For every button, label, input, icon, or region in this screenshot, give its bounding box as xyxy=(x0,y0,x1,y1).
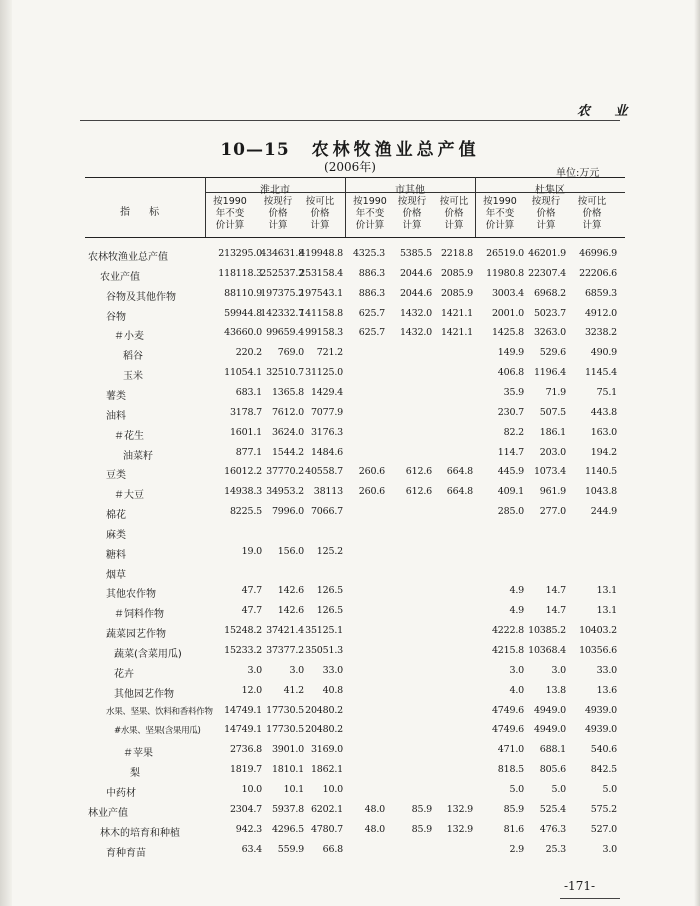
table-cell: 5937.8 xyxy=(271,804,304,815)
table-cell: 20480.2 xyxy=(305,705,343,716)
indicator-header: 指 标 xyxy=(120,207,168,218)
table-cell: 10368.4 xyxy=(528,645,566,656)
table-cell: 132.9 xyxy=(446,824,473,835)
table-cell: 114.7 xyxy=(497,447,524,458)
table-cell: 3.0 xyxy=(289,665,304,676)
table-cell: 163.0 xyxy=(590,427,617,438)
table-cell: 507.5 xyxy=(539,407,566,418)
table-cell: 260.6 xyxy=(358,486,385,497)
row-label: 谷物 xyxy=(106,312,126,323)
table-cell: 471.0 xyxy=(497,744,524,755)
table-cell: 63.4 xyxy=(241,844,262,855)
table-cell: 48.0 xyxy=(364,824,385,835)
table-cell: 2085.9 xyxy=(440,268,473,279)
table-cell: 14749.1 xyxy=(224,705,262,716)
table-row xyxy=(0,824,700,840)
table-cell: 3.0 xyxy=(551,665,566,676)
table-cell: 3901.0 xyxy=(271,744,304,755)
table-cell: 47.7 xyxy=(241,585,262,596)
table-cell: 1196.4 xyxy=(533,367,566,378)
table-cell: 434631.8 xyxy=(260,248,304,259)
row-label: 蔬菜园艺作物 xyxy=(106,629,166,640)
table-cell: 4949.0 xyxy=(533,705,566,716)
table-cell: 48.0 xyxy=(364,804,385,815)
table-cell: 842.5 xyxy=(590,764,617,775)
table-cell: 142332.7 xyxy=(260,308,304,319)
table-cell: 47.7 xyxy=(241,605,262,616)
table-row xyxy=(0,724,700,740)
table-cell: 942.3 xyxy=(235,824,262,835)
table-cell: 3169.0 xyxy=(310,744,343,755)
table-cell: 3624.0 xyxy=(271,427,304,438)
row-label: 油料 xyxy=(106,411,126,422)
column-subheader: 按现行 价格 计算 xyxy=(397,196,427,231)
table-cell: 85.9 xyxy=(411,804,432,815)
table-cell: 1432.0 xyxy=(399,308,432,319)
row-label: 水果、坚果、饮料和香料作物 xyxy=(106,707,213,717)
table-cell: 1425.8 xyxy=(491,327,524,338)
table-cell: 46996.9 xyxy=(579,248,617,259)
table-cell: 445.9 xyxy=(497,466,524,477)
column-subheader: 按1990 年不变 价计算 xyxy=(483,196,517,231)
table-row xyxy=(0,705,700,721)
row-label: 麻类 xyxy=(106,530,126,541)
table-row xyxy=(0,387,700,403)
table-cell: 220.2 xyxy=(235,347,262,358)
row-label: 林木的培育和种植 xyxy=(100,828,180,839)
row-label: 棉花 xyxy=(106,510,126,521)
table-cell: 664.8 xyxy=(446,466,473,477)
table-cell: 4296.5 xyxy=(271,824,304,835)
table-cell: 285.0 xyxy=(497,506,524,517)
table-cell: 886.3 xyxy=(358,268,385,279)
column-subheader: 按可比 价格 计算 xyxy=(439,196,469,231)
table-cell: 540.6 xyxy=(590,744,617,755)
table-cell: 4780.7 xyxy=(310,824,343,835)
table-cell: 197375.2 xyxy=(260,288,304,299)
header-bottom-rule xyxy=(85,237,625,238)
table-cell: 3263.0 xyxy=(533,327,566,338)
table-cell: 443.8 xyxy=(590,407,617,418)
table-cell: 37421.4 xyxy=(266,625,304,636)
table-cell: 82.2 xyxy=(503,427,524,438)
table-cell: 125.2 xyxy=(316,546,343,557)
table-cell: 683.1 xyxy=(235,387,262,398)
column-subheader: 按1990 年不变 价计算 xyxy=(213,196,247,231)
table-cell: 7996.0 xyxy=(271,506,304,517)
table-cell: 688.1 xyxy=(539,744,566,755)
table-cell: 14938.3 xyxy=(224,486,262,497)
table-cell: 260.6 xyxy=(358,466,385,477)
table-row xyxy=(0,427,700,443)
page-title xyxy=(0,135,700,160)
table-cell: 4325.3 xyxy=(352,248,385,259)
table-cell: 37770.2 xyxy=(266,466,304,477)
table-row xyxy=(0,367,700,383)
table-cell: 4939.0 xyxy=(584,724,617,735)
table-cell: 197543.1 xyxy=(299,288,343,299)
table-row xyxy=(0,506,700,522)
table-row xyxy=(0,744,700,760)
table-cell: 5.0 xyxy=(509,784,524,795)
table-cell: 527.0 xyxy=(590,824,617,835)
table-cell: 132.9 xyxy=(446,804,473,815)
table-cell: 3003.4 xyxy=(491,288,524,299)
unit-label: 单位:万元 xyxy=(556,168,600,179)
group-header-huaibei: 淮北市 xyxy=(260,185,290,196)
column-subheader: 按1990 年不变 价计算 xyxy=(353,196,387,231)
table-cell: 1544.2 xyxy=(271,447,304,458)
table-year: (2006年) xyxy=(324,160,376,174)
table-cell: 406.8 xyxy=(497,367,524,378)
table-row xyxy=(0,645,700,661)
row-label: 谷物及其他作物 xyxy=(106,292,176,303)
row-label: 豆类 xyxy=(106,470,126,481)
row-label: 育种育苗 xyxy=(106,848,146,859)
row-label: 油菜籽 xyxy=(123,451,153,462)
table-cell: 277.0 xyxy=(539,506,566,517)
table-row xyxy=(0,248,700,264)
table-cell: 149.9 xyxy=(497,347,524,358)
row-label: 糖料 xyxy=(106,550,126,561)
table-cell: 16012.2 xyxy=(224,466,262,477)
table-row xyxy=(0,784,700,800)
page-rule xyxy=(560,898,620,899)
table-cell: 81.6 xyxy=(503,824,524,835)
table-cell: 41.2 xyxy=(283,685,304,696)
row-label: 梨 xyxy=(130,768,140,779)
table-cell: 1043.8 xyxy=(584,486,617,497)
table-cell: 10.0 xyxy=(322,784,343,795)
group-header-duji: 杜集区 xyxy=(535,185,565,196)
table-cell: 186.1 xyxy=(539,427,566,438)
row-label: 蔬菜(含菜用瓜) xyxy=(114,649,182,660)
table-cell: 7077.9 xyxy=(310,407,343,418)
table-cell: 99659.4 xyxy=(266,327,304,338)
table-cell: 2044.6 xyxy=(399,288,432,299)
table-row xyxy=(0,585,700,601)
table-cell: 886.3 xyxy=(358,288,385,299)
row-label: 花卉 xyxy=(114,669,134,680)
table-cell: 66.8 xyxy=(322,844,343,855)
table-cell: 2001.0 xyxy=(491,308,524,319)
row-label: 烟草 xyxy=(106,570,126,581)
table-cell: 75.1 xyxy=(596,387,617,398)
table-cell: 612.6 xyxy=(405,466,432,477)
row-label: ＃苹果 xyxy=(123,748,153,759)
table-cell: 13.1 xyxy=(596,605,617,616)
table-cell: 12.0 xyxy=(241,685,262,696)
table-cell: 1819.7 xyxy=(229,764,262,775)
table-cell: 8225.5 xyxy=(229,506,262,517)
table-cell: 15248.2 xyxy=(224,625,262,636)
table-cell: 818.5 xyxy=(497,764,524,775)
table-cell: 19.0 xyxy=(241,546,262,557)
table-row xyxy=(0,605,700,621)
table-cell: 118118.3 xyxy=(218,268,262,279)
table-cell: 25.3 xyxy=(545,844,566,855)
table-cell: 46201.9 xyxy=(528,248,566,259)
table-cell: 10385.2 xyxy=(528,625,566,636)
table-cell: 1421.1 xyxy=(440,308,473,319)
table-cell: 85.9 xyxy=(411,824,432,835)
table-row xyxy=(0,466,700,482)
table-cell: 4912.0 xyxy=(584,308,617,319)
row-label: 其他农作物 xyxy=(106,589,156,600)
table-cell: 14749.1 xyxy=(224,724,262,735)
table-row xyxy=(0,685,700,701)
table-cell: 3238.2 xyxy=(584,327,617,338)
table-cell: 15233.2 xyxy=(224,645,262,656)
column-subheader: 按现行 价格 计算 xyxy=(531,196,561,231)
row-label: 农业产值 xyxy=(100,272,140,283)
row-label: #水果、坚果(含果用瓜) xyxy=(114,726,201,736)
table-cell: 32510.7 xyxy=(266,367,304,378)
table-cell: 71.9 xyxy=(545,387,566,398)
table-cell: 142.6 xyxy=(277,585,304,596)
table-cell: 142.6 xyxy=(277,605,304,616)
table-cell: 1601.1 xyxy=(229,427,262,438)
table-cell: 1810.1 xyxy=(271,764,304,775)
table-cell: 13.6 xyxy=(596,685,617,696)
table-cell: 877.1 xyxy=(235,447,262,458)
table-cell: 6859.3 xyxy=(584,288,617,299)
table-cell: 805.6 xyxy=(539,764,566,775)
table-cell: 575.2 xyxy=(590,804,617,815)
table-cell: 40.8 xyxy=(322,685,343,696)
table-cell: 529.6 xyxy=(539,347,566,358)
table-title: 农林牧渔业总产值 xyxy=(311,140,480,160)
table-cell: 625.7 xyxy=(358,308,385,319)
row-label: ＃饲料作物 xyxy=(114,609,164,620)
table-row xyxy=(0,764,700,780)
table-cell: 40558.7 xyxy=(305,466,343,477)
table-cell: 1140.5 xyxy=(584,466,617,477)
table-cell: 3.0 xyxy=(509,665,524,676)
table-cell: 43660.0 xyxy=(224,327,262,338)
table-row xyxy=(0,566,700,582)
table-cell: 22307.4 xyxy=(528,268,566,279)
table-cell: 1862.1 xyxy=(310,764,343,775)
table-cell: 194.2 xyxy=(590,447,617,458)
table-cell: 99158.3 xyxy=(305,327,343,338)
table-cell: 38113 xyxy=(313,486,343,497)
table-cell: 664.8 xyxy=(446,486,473,497)
row-label: 玉米 xyxy=(123,371,143,382)
table-row xyxy=(0,804,700,820)
table-cell: 22206.6 xyxy=(579,268,617,279)
table-cell: 2.9 xyxy=(509,844,524,855)
table-cell: 2085.9 xyxy=(440,288,473,299)
table-cell: 203.0 xyxy=(539,447,566,458)
table-cell: 59944.8 xyxy=(224,308,262,319)
table-cell: 14.7 xyxy=(545,585,566,596)
table-row xyxy=(0,665,700,681)
table-cell: 490.9 xyxy=(590,347,617,358)
table-cell: 17730.5 xyxy=(266,705,304,716)
table-cell: 126.5 xyxy=(316,605,343,616)
table-cell: 4215.8 xyxy=(491,645,524,656)
column-subheader: 按可比 价格 计算 xyxy=(305,196,335,231)
table-cell: 1429.4 xyxy=(310,387,343,398)
table-cell: 1432.0 xyxy=(399,327,432,338)
table-cell: 1145.4 xyxy=(584,367,617,378)
table-cell: 769.0 xyxy=(277,347,304,358)
table-cell: 4222.8 xyxy=(491,625,524,636)
table-cell: 1484.6 xyxy=(310,447,343,458)
table-row xyxy=(0,546,700,562)
table-cell: 26519.0 xyxy=(486,248,524,259)
table-cell: 35.9 xyxy=(503,387,524,398)
table-cell: 5.0 xyxy=(551,784,566,795)
table-cell: 37377.2 xyxy=(266,645,304,656)
table-row xyxy=(0,526,700,542)
table-cell: 230.7 xyxy=(497,407,524,418)
table-cell: 156.0 xyxy=(277,546,304,557)
table-cell: 1421.1 xyxy=(440,327,473,338)
table-cell: 1073.4 xyxy=(533,466,566,477)
page-number: -171- xyxy=(564,879,596,893)
table-cell: 10.1 xyxy=(283,784,304,795)
table-cell: 4.9 xyxy=(509,585,524,596)
column-subheader: 按可比 价格 计算 xyxy=(577,196,607,231)
table-cell: 409.1 xyxy=(497,486,524,497)
table-cell: 253158.4 xyxy=(299,268,343,279)
table-cell: 17730.5 xyxy=(266,724,304,735)
table-cell: 35125.1 xyxy=(305,625,343,636)
table-cell: 2736.8 xyxy=(229,744,262,755)
table-cell: 34953.2 xyxy=(266,486,304,497)
table-cell: 33.0 xyxy=(322,665,343,676)
table-cell: 5385.5 xyxy=(399,248,432,259)
table-cell: 4749.6 xyxy=(491,724,524,735)
table-cell: 525.4 xyxy=(539,804,566,815)
table-cell: 213295.0 xyxy=(218,248,262,259)
table-cell: 14.7 xyxy=(545,605,566,616)
table-cell: 35051.3 xyxy=(305,645,343,656)
table-cell: 4749.6 xyxy=(491,705,524,716)
table-cell: 13.8 xyxy=(545,685,566,696)
table-cell: 559.9 xyxy=(277,844,304,855)
table-row xyxy=(0,327,700,343)
row-label: ＃花生 xyxy=(114,431,144,442)
table-cell: 5.0 xyxy=(602,784,617,795)
table-cell: 88110.9 xyxy=(224,288,262,299)
table-cell: 11980.8 xyxy=(486,268,524,279)
table-cell: 10.0 xyxy=(241,784,262,795)
table-cell: 3178.7 xyxy=(229,407,262,418)
row-label: ＃小麦 xyxy=(114,331,144,342)
table-cell: 31125.0 xyxy=(305,367,343,378)
row-label: 薯类 xyxy=(106,391,126,402)
table-row xyxy=(0,308,700,324)
table-cell: 7612.0 xyxy=(271,407,304,418)
table-cell: 4.0 xyxy=(509,685,524,696)
table-cell: 961.9 xyxy=(539,486,566,497)
column-subheader: 按现行 价格 计算 xyxy=(263,196,293,231)
row-label: 中药材 xyxy=(106,788,136,799)
table-cell: 4949.0 xyxy=(533,724,566,735)
table-row xyxy=(0,486,700,502)
table-row xyxy=(0,447,700,463)
group-header-shiqita: 市其他 xyxy=(395,185,425,196)
table-cell: 11054.1 xyxy=(224,367,262,378)
table-cell: 3.0 xyxy=(247,665,262,676)
table-cell: 2304.7 xyxy=(229,804,262,815)
table-row xyxy=(0,347,700,363)
table-cell: 252537.2 xyxy=(260,268,304,279)
table-cell: 13.1 xyxy=(596,585,617,596)
row-label: 其他园艺作物 xyxy=(114,689,174,700)
table-cell: 141158.8 xyxy=(299,308,343,319)
table-cell: 244.9 xyxy=(590,506,617,517)
table-cell: 2218.8 xyxy=(440,248,473,259)
table-cell: 5023.7 xyxy=(533,308,566,319)
table-cell: 419948.8 xyxy=(299,248,343,259)
row-label: 稻谷 xyxy=(123,351,143,362)
row-label: 农林牧渔业总产值 xyxy=(88,252,168,263)
table-cell: 4939.0 xyxy=(584,705,617,716)
table-cell: 6202.1 xyxy=(310,804,343,815)
table-cell: 721.2 xyxy=(316,347,343,358)
table-number: 10—15 xyxy=(220,140,290,160)
table-cell: 3176.3 xyxy=(310,427,343,438)
table-cell: 1365.8 xyxy=(271,387,304,398)
row-label: 林业产值 xyxy=(88,808,128,819)
table-cell: 6968.2 xyxy=(533,288,566,299)
table-cell: 3.0 xyxy=(602,844,617,855)
row-label: ＃大豆 xyxy=(114,490,144,501)
section-label: 农 业 xyxy=(577,104,638,119)
table-cell: 625.7 xyxy=(358,327,385,338)
table-cell: 4.9 xyxy=(509,605,524,616)
table-cell: 33.0 xyxy=(596,665,617,676)
table-cell: 20480.2 xyxy=(305,724,343,735)
table-row xyxy=(0,407,700,423)
table-cell: 2044.6 xyxy=(399,268,432,279)
table-row xyxy=(0,844,700,860)
table-cell: 476.3 xyxy=(539,824,566,835)
table-row xyxy=(0,625,700,641)
table-cell: 7066.7 xyxy=(310,506,343,517)
table-cell: 612.6 xyxy=(405,486,432,497)
table-cell: 10356.6 xyxy=(579,645,617,656)
section-rule xyxy=(80,120,620,121)
table-row xyxy=(0,288,700,304)
table-row xyxy=(0,268,700,284)
table-cell: 85.9 xyxy=(503,804,524,815)
table-cell: 10403.2 xyxy=(579,625,617,636)
table-top-rule xyxy=(85,177,625,178)
table-cell: 126.5 xyxy=(316,585,343,596)
